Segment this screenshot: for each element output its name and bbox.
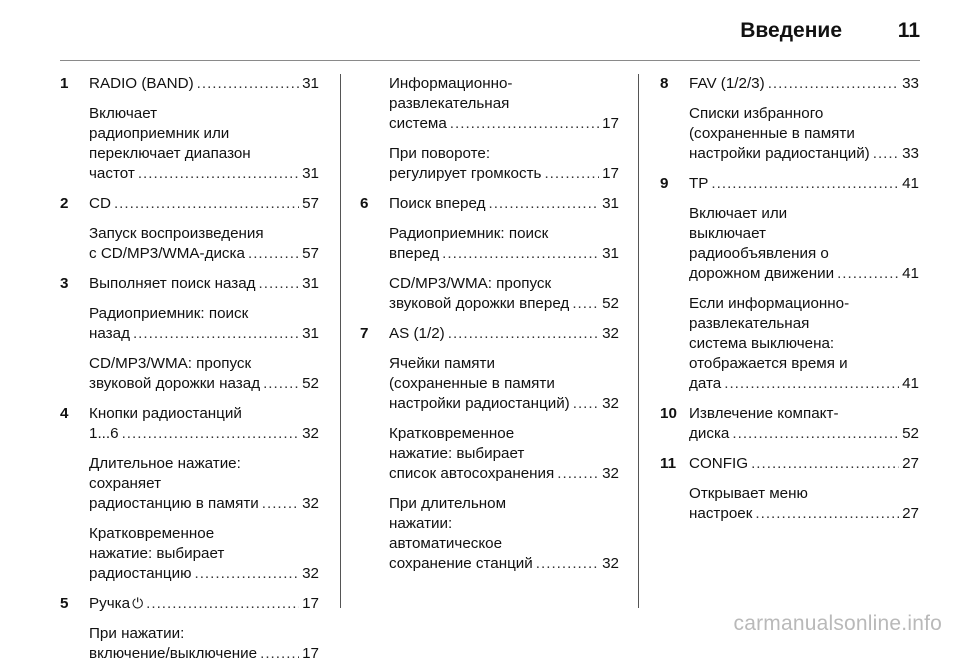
- entry-4: 4 Кнопки радиостанций 1...6 ..... 32 Длительное нажатие: сохраняет радиостанцию в памяти ..... 32 Кратковременное нажатие: выбирает радиостанцию ..... 32: [60, 404, 319, 584]
- page-ref[interactable]: 27: [902, 455, 919, 472]
- entry-heading: Поиск вперед ..... 31: [389, 194, 619, 214]
- entry-5: 5 Ручка ⏻ ..... 17 При нажатии: включение/выключение ..... 17: [60, 594, 319, 664]
- page-ref[interactable]: 32: [302, 495, 319, 512]
- entry-number: 10: [660, 405, 677, 422]
- entry-number: 8: [660, 75, 669, 92]
- entry-number: 3: [60, 275, 69, 292]
- entry-3: 3 Выполняет поиск назад ..... 31 Радиоприемник: поиск назад ..... 31 CD/MP3/WMA: пропуск звуковой дорожки назад ..... 52: [60, 274, 319, 394]
- power-icon: ⏻: [132, 595, 144, 611]
- entry-number: 7: [360, 325, 369, 342]
- section-title: Введение: [740, 19, 842, 42]
- entry-heading: AS (1/2) ..... 32: [389, 324, 619, 344]
- page-ref[interactable]: 31: [602, 245, 619, 262]
- page-ref[interactable]: 33: [902, 75, 919, 92]
- entry-number: 9: [660, 175, 669, 192]
- watermark-text: carmanualsonline.info: [733, 612, 942, 635]
- entry-number: 4: [60, 405, 69, 422]
- entry-heading: Выполняет поиск назад ..... 31: [89, 274, 319, 294]
- page-ref[interactable]: 32: [602, 325, 619, 342]
- page-ref[interactable]: 41: [902, 265, 919, 282]
- entry-heading: FAV (1/2/3) ..... 33: [689, 74, 919, 94]
- entry-6: 6 Поиск вперед ..... 31 Радиоприемник: поиск вперед ..... 31 CD/MP3/WMA: пропуск звуковой дорожки вперед ..... 52: [360, 194, 619, 314]
- page-ref[interactable]: 52: [302, 375, 319, 392]
- column-divider-2: [638, 74, 639, 608]
- page-ref[interactable]: 32: [602, 465, 619, 482]
- page-ref[interactable]: 57: [302, 195, 319, 212]
- entry-8: 8 FAV (1/2/3) ..... 33 Списки избранного (сохраненные в памяти настройки радиостанций) ..... 33: [660, 74, 919, 164]
- page-ref[interactable]: 41: [902, 375, 919, 392]
- entry-1: 1 RADIO (BAND) ..... 31 Включает радиоприемник или переключает диапазон частот ..... 31: [60, 74, 319, 184]
- column-1: [60, 74, 319, 664]
- entry-number: 5: [60, 595, 69, 612]
- entry-heading: Извлечение компакт-: [689, 405, 839, 422]
- page-number: 11: [897, 19, 920, 42]
- page-ref[interactable]: 31: [302, 75, 319, 92]
- page-ref[interactable]: 31: [302, 325, 319, 342]
- entry-5-continued: Информационно- развлекательная система ..... 17 При повороте: регулирует громкость ..... 17: [360, 74, 619, 184]
- page-ref[interactable]: 17: [602, 115, 619, 132]
- page-ref[interactable]: 27: [902, 505, 919, 522]
- page-ref[interactable]: 32: [302, 425, 319, 442]
- page-ref[interactable]: 31: [602, 195, 619, 212]
- header-rule: [60, 60, 920, 61]
- page-ref[interactable]: 41: [902, 175, 919, 192]
- entry-heading: Ручка ⏻ ..... 17: [89, 594, 319, 614]
- page-ref[interactable]: 31: [302, 275, 319, 292]
- entry-7: 7 AS (1/2) ..... 32 Ячейки памяти (сохраненные в памяти настройки радиостанций) ..... 32 Кратковременное нажатие: выбирает список автосохранения ..... 32 При длительном нажатии: автоматическое сохранение станций ..... 32: [360, 324, 619, 574]
- page-ref[interactable]: 32: [302, 565, 319, 582]
- entry-number: 6: [360, 195, 369, 212]
- page-ref[interactable]: 57: [302, 245, 319, 262]
- entry-10: 10 Извлечение компакт- диска ..... 52: [660, 404, 919, 444]
- page-header: [0, 0, 960, 64]
- page-ref[interactable]: 17: [602, 165, 619, 182]
- entry-number: 1: [60, 75, 69, 92]
- page-ref[interactable]: 32: [602, 395, 619, 412]
- page-ref[interactable]: 31: [302, 165, 319, 182]
- page-ref[interactable]: 17: [302, 645, 319, 662]
- column-2: [360, 74, 619, 574]
- entry-2: 2 CD ..... 57 Запуск воспроизведения с CD/MP3/WMA-диска ..... 57: [60, 194, 319, 264]
- entry-heading: TP ..... 41: [689, 174, 919, 194]
- page-ref[interactable]: 32: [602, 555, 619, 572]
- page-ref[interactable]: 33: [902, 145, 919, 162]
- column-divider-1: [340, 74, 341, 608]
- entry-9: 9 TP ..... 41 Включает или выключает радиообъявления о дорожном движении ..... 41 Если информационно- развлекательная система выключена: отображается время и дата ..... 41: [660, 174, 919, 394]
- entry-heading: CD ..... 57: [89, 194, 319, 214]
- entry-11: 11 CONFIG ..... 27 Открывает меню настроек ..... 27: [660, 454, 919, 524]
- page-ref[interactable]: 52: [602, 295, 619, 312]
- entry-heading: Кнопки радиостанций: [89, 405, 242, 422]
- column-3: [660, 74, 919, 524]
- entry-heading: CONFIG ..... 27: [689, 454, 919, 474]
- page-ref[interactable]: 52: [902, 425, 919, 442]
- entry-number: 2: [60, 195, 69, 212]
- page-ref[interactable]: 17: [302, 595, 319, 612]
- entry-heading: RADIO (BAND) ..... 31: [89, 74, 319, 94]
- entry-number: 11: [660, 455, 677, 472]
